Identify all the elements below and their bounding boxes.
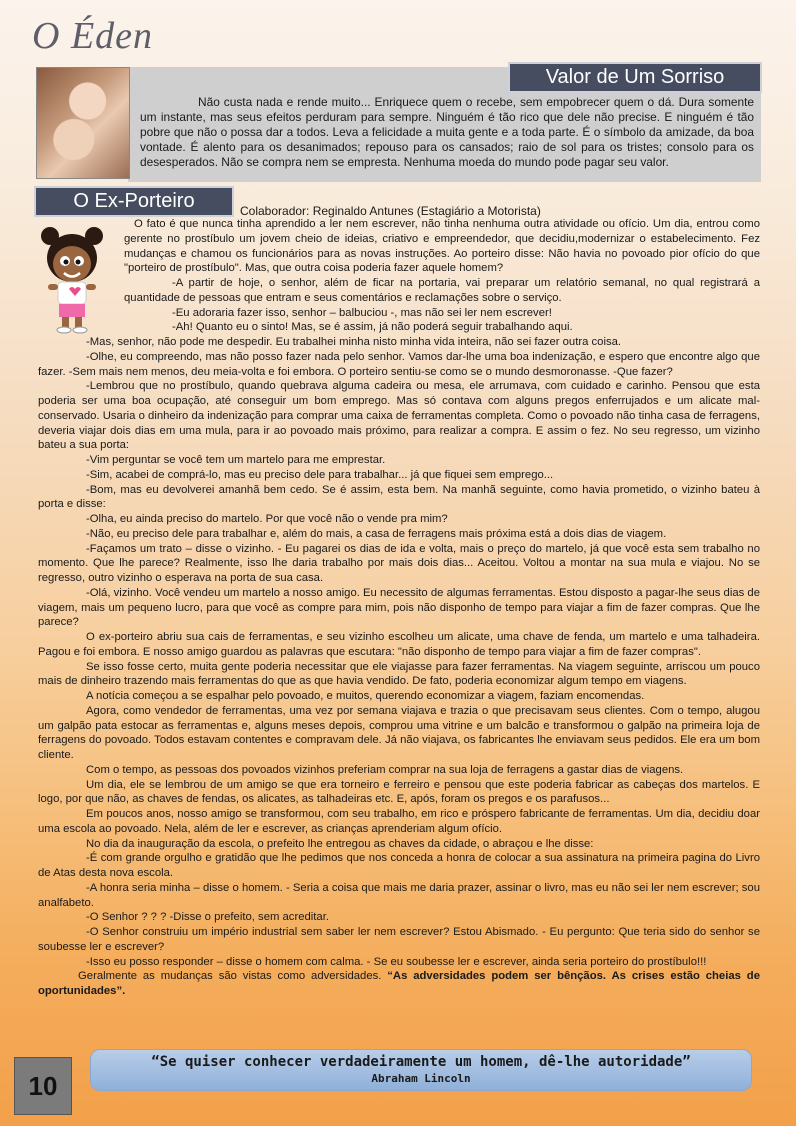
article-paragraph: -Sim, acabei de comprá-lo, mas eu preciso dele para trabalhar... já que fiquei sem emprego... [86, 468, 554, 481]
sorriso-heading: Valor de Um Sorriso [508, 62, 762, 93]
quote-author: Abraham Lincoln [371, 1072, 471, 1085]
sorriso-body: Não custa nada e rende muito... Enriquece quem o recebe, sem empobrecer quem o dá. Dura somente um instante, mas seus efeitos perduram para sempre. Ninguém é tão rico que dele não precise. E ninguém é tão pobre que não o possa dar a todos. Leva a felicidade a muita gente e a toda parte. É o símbolo da amizade, da boa vontade. É alento para os desanimados; repouso para os cansados; raio de sol para os tristes; consolo para os desesperados. Não se compra nem se empresta. Nenhuma moeda do mundo pode pagar seu valor. [140, 95, 754, 169]
article-paragraph: O fato é que nunca tinha aprendido a ler nem escrever, não tinha nenhuma outra atividade ou ofício. Um dia, entrou como gerente no prostíbulo um jovem cheio de ideias, criativo e empreendedor, que decidiu,modernizar o estabelecimento. Fez mudanças e chamou os funcionários para as novas instruções. Ao porteiro disse: Não havia no povoado pior ofício do que "porteiro de prostíbulo". Mas, que outra coisa poderia fazer aquele homem? [124, 218, 760, 275]
article-paragraph: A notícia começou a se espalhar pelo povoado, e muitos, querendo economizar a viagem, faziam encomendas. [86, 690, 645, 702]
article-paragraph: -Olha, eu ainda preciso do martelo. Por que você não o vende pra mim? [86, 513, 448, 525]
sorriso-text [140, 95, 754, 170]
quote-box [90, 1049, 752, 1091]
article-paragraph: -Olhe, eu compreendo, mas não posso fazer nada pelo senhor. Vamos dar-lhe uma boa indenização, e espero que encontre algo que fazer. -Sem mais nem menos, deu meia-volta e foi embora. O porteiro sentiu-se como se o mundo desmoronasse. -Que fazer? [38, 350, 760, 378]
article-paragraph: -Mas, senhor, não pode me despedir. Eu trabalhei minha nisto minha vida inteira, não sei fazer outra coisa. [86, 336, 622, 348]
article-paragraph: -Vim perguntar se você tem um martelo para me emprestar. [86, 454, 386, 466]
collaborator-line: Colaborador: Reginaldo Antunes (Estagiário a Motorista) [240, 204, 541, 218]
article-paragraph: Agora, como vendedor de ferramentas, uma vez por semana viajava e trazia o que precisavam seus clientes. Com o tempo, alugou um galpão pata estocar as ferramentas e, alguns meses depois, comprou uma vitrine e um balcão e transformou o galpão na primeira loja de ferragens do povoado. Todos estavam contentes e compravam dele. Já não viajava, os fabricantes lhe enviavam seus pedidos. Ele era um bom cliente. [38, 704, 760, 761]
article-paragraph: O ex-porteiro abriu sua cais de ferramentas, e seu vizinho escolheu um alicate, uma chave de fenda, um martelo e uma talhadeira. Pagou e foi embora. E nosso amigo guardou as palavras que escutara: "não disponho de tempo para viajar a fim de fazer compras". [38, 631, 760, 658]
article-paragraph: -Bom, mas eu devolverei amanhã bem cedo. Se é assim, esta bem. Na manhã seguinte, como havia prometido, o vizinho bateu à porta e disse: [38, 483, 760, 511]
article-paragraph: -Lembrou que no prostíbulo, quando quebrava alguma cadeira ou mesa, ele arrumava, com cuidado e carinho. Pensou que esta poderia ser uma boa ocupação, até conseguir um bom emprego. Mas só contava com alguns pregos enferrujados e um alicate mal-conservado. Usaria o dinheiro da indenização para comprar uma caixa de ferramentas completa. Como o povoado não tinha casa de ferragens, deveria viajar dois dias em uma mula, para ir ao povoado mais próximo, para realizar a compra. E assim o fez. No seu regresso, um vizinho bateu a sua porta: [38, 380, 760, 452]
article-paragraph: Com o tempo, as pessoas dos povoados vizinhos preferiam comprar na sua loja de ferragens a gastar dias de viagens. [86, 763, 684, 776]
article-paragraph: -Eu adoraria fazer isso, senhor – balbuciou -, mas não sei ler nem escrever! [172, 306, 552, 319]
article-paragraph: -Façamos um trato – disse o vizinho. - Eu pagarei os dias de ida e volta, mais o preço do martelo, já que você esta sem trabalho no momento. Que lhe parece? Realmente, isso lhe daria trabalho por mais dois dias... Aceitou. Voltou a montar na sua mula e viajou. No se regresso, outro vizinho o esperava na porta de sua casa. [38, 542, 760, 584]
quote-text: “Se quiser conhecer verdadeiramente um homem, dê-lhe autoridade” [151, 1054, 691, 1070]
article-paragraph: -O Senhor ? ? ? -Disse o prefeito, sem acreditar. [86, 911, 329, 924]
article-paragraph: -O Senhor construiu um império industrial sem saber ler nem escrever? Estou Abismado. - Eu pergunto: Que teria sido do senhor se soubesse ler e escrever? [38, 926, 760, 953]
closing-paragraph [38, 969, 760, 999]
article-paragraph: -A partir de hoje, o senhor, além de ficar na portaria, vai preparar um relatório semanal, no qual registrará a quantidade de pessoas que entram e seus comentários e reclamações sobre o serviço. [124, 277, 760, 304]
article-paragraph: -Olá, vizinho. Você vendeu um martelo a nosso amigo. Eu necessito de algumas ferramentas. Estou disposto a pagar-lhe seus dias de viagem, mais um pequeno lucro, para que você as compre para mim, pois não disponho de tempo para viajar a fim de fazer compras. Que lhe parece? [38, 586, 760, 629]
article-paragraph: No dia da inauguração da escola, o prefeito lhe entregou as chaves da cidade, o abraçou e lhe disse: [86, 837, 594, 850]
article-paragraph: -Isso eu posso responder – disse o homem com calma. - Se eu soubesse ler e escrever, ainda seria porteiro do prostíbulo!!! [86, 955, 707, 968]
magazine-logo: O Éden [32, 15, 154, 57]
article-paragraph: -A honra seria minha – disse o homem. - Seria a coisa que mais me daria prazer, assinar o livro, mas eu não sei ler nem escrever; sou analfabeto. [38, 881, 760, 909]
article-paragraphs [38, 217, 760, 969]
article-paragraph: Se isso fosse certo, muita gente poderia necessitar que ele viajasse para fazer ferramentas. Na viagem seguinte, arriscou um pouco mais de dinheiro trazendo mais ferramentas do que as que havia vendido. De fato, poderia economizar algum tempo em viagens. [38, 660, 760, 688]
article-paragraph: -É com grande orgulho e gratidão que lhe pedimos que nos conceda a honra de colocar a sua assinatura na primeira pagina do Livro de Atas desta nova escola. [38, 852, 760, 879]
children-photo [36, 67, 130, 179]
article-paragraph: Em poucos anos, nosso amigo se transformou, com seu trabalho, em rico e próspero fabricante de ferramentas. Um dia, decidiu doar uma escola ao povoado. Nela, além de ler e escrever, as crianças aprenderiam algum ofício. [38, 808, 760, 835]
closing-plain: Geralmente as mudanças são vistas como adversidades. [78, 970, 388, 983]
article-paragraph: -Ah! Quanto eu o sinto! Mas, se é assim, já não poderá seguir trabalhando aqui. [172, 321, 573, 334]
closing-bold: “As adversidades podem ser bênçãos. As crises estão cheias de oportunidades”. [38, 970, 760, 997]
article-body [38, 217, 760, 999]
page-number: 10 [14, 1057, 72, 1115]
article-paragraph: Um dia, ele se lembrou de um amigo se que era torneiro e ferreiro e pensou que este poderia fabricar as cabeças dos martelos. E logo, por que não, as chaves de fendas, os alicates, as talhadeiras etc. E, após, foram os pregos e os parafusos... [38, 778, 760, 806]
article-paragraph: -Não, eu preciso dele para trabalhar e, além do mais, a casa de ferragens mais próxima está a dois dias de viagem. [86, 527, 667, 540]
article-heading: O Ex-Porteiro [34, 186, 234, 217]
